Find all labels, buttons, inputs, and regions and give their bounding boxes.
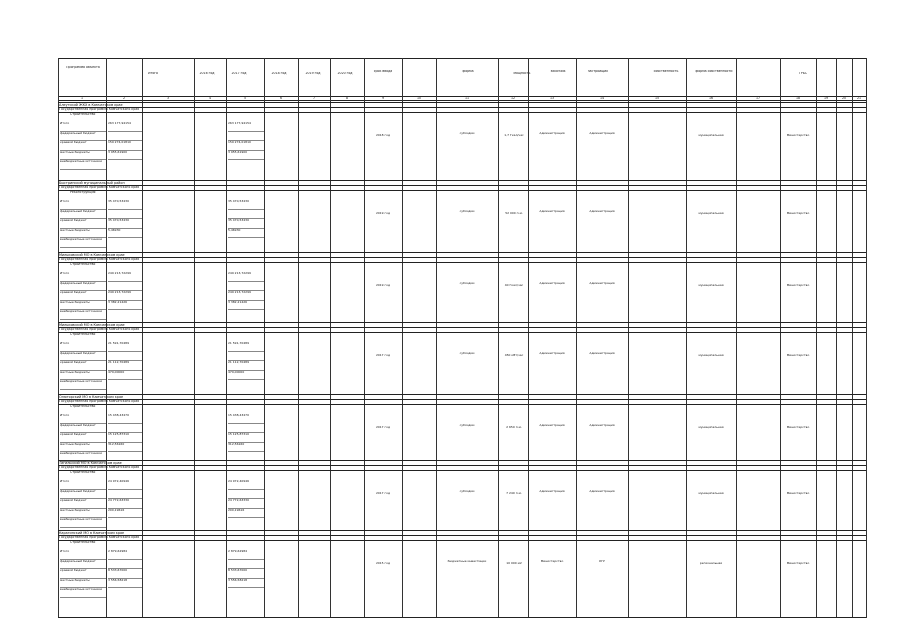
bottom-line: [58, 617, 866, 618]
finance-label: Итого: [60, 480, 106, 490]
finance-value: 21 112,70489: [228, 361, 264, 371]
finance-value: 263 177,94154: [228, 122, 264, 132]
finance-label: Итого: [60, 550, 106, 560]
capacity-cell: 2 650 п.м.: [506, 426, 522, 429]
column-number: 5: [243, 96, 247, 100]
finance-value: 15 438,43470: [228, 414, 264, 424]
finance-value: [228, 282, 264, 292]
finance-value: 35 470,53430: [228, 200, 264, 210]
finance-value: 2 879,62984: [228, 550, 264, 560]
finance-value: 24 972,40946: [108, 480, 142, 490]
finance-label: Итого: [60, 342, 106, 352]
finance-labels: [60, 480, 106, 528]
finance-label: внебюджетные источники: [60, 238, 106, 248]
object-name: Строительство: [70, 540, 96, 544]
finance-label: федеральный бюджет: [60, 424, 106, 434]
ownership-cell: муниципальная: [698, 284, 724, 287]
column-number: 3: [166, 96, 170, 100]
finance-value: 35 470,53430: [228, 219, 264, 229]
capacity-cell: 7 240 п.м.: [506, 492, 522, 495]
colnum-line: [58, 100, 866, 101]
ownership-cell: муниципальная: [698, 212, 724, 215]
column-number: 12: [510, 96, 516, 100]
capacity-cell: 10 000 м2: [506, 562, 522, 565]
form-cell: бюджетные инвестиции: [447, 560, 487, 563]
customer-cell: Администрация: [539, 132, 565, 135]
finance-value: [108, 210, 142, 220]
finance-value: 24 772,63330: [108, 499, 142, 509]
finance-value: [108, 352, 142, 362]
finance-label: местные бюджеты: [60, 443, 106, 453]
customer-cell: Администрация: [539, 424, 565, 427]
finance-value: 263 177,94154: [108, 122, 142, 132]
column-number: 11: [464, 96, 470, 100]
finance-label: федеральный бюджет: [60, 352, 106, 362]
finance-label: федеральный бюджет: [60, 490, 106, 500]
finance-value: 200,19616: [228, 509, 264, 519]
finance-totals: [108, 414, 142, 452]
finance-label: краевой бюджет: [60, 291, 106, 301]
column-number: 1: [80, 96, 84, 100]
finance-label: краевой бюджет: [60, 361, 106, 371]
finance-label: Итого: [60, 272, 106, 282]
builder-cell: Администрация: [589, 490, 615, 493]
finance-value: 5,46930: [108, 229, 142, 239]
section-title: Алеутский ЖКХ в Камчатском крае: [59, 102, 123, 107]
finance-value: [108, 282, 142, 292]
program-title: Государственная программа Камчатского края: [59, 465, 140, 469]
builder-cell: Администрация: [589, 282, 615, 285]
capacity-cell: 52 000 п.м.: [505, 212, 523, 215]
finance-totals: [108, 200, 142, 238]
finance-value: 24 772,63330: [228, 499, 264, 509]
column-number: 8: [345, 96, 349, 100]
object-name: Строительство: [70, 404, 96, 408]
header-col5: 2018 год: [271, 72, 287, 75]
deadline-cell: 2017 год: [375, 492, 391, 495]
finance-value: 8 533,67000: [228, 569, 264, 579]
customer-cell: Администрация: [539, 352, 565, 355]
finance-totals: [108, 272, 142, 310]
header-col6: 2019 год: [305, 72, 321, 75]
form-cell: субсидии: [459, 424, 475, 427]
finance-label: внебюджетные источники: [60, 160, 106, 170]
grbs-cell: Министерство: [786, 212, 810, 215]
finance-value: [228, 132, 264, 142]
builder-cell: Администрация: [589, 210, 615, 213]
finance-label: внебюджетные источники: [60, 452, 106, 462]
column-number: 17: [755, 96, 761, 100]
finance-label: краевой бюджет: [60, 433, 106, 443]
finance-label: местные бюджеты: [60, 509, 106, 519]
finance-value: [108, 424, 142, 434]
program-title: Государственная программа Камчатского края: [59, 399, 140, 403]
header-top-line: [58, 58, 866, 59]
finance-value: 200,19616: [108, 509, 142, 519]
column-number: 21: [856, 96, 862, 100]
column-number: 6: [279, 96, 283, 100]
finance-year-values: [228, 342, 264, 380]
finance-label: местные бюджеты: [60, 151, 106, 161]
section-title: Карагинский МО в Камчатском крае: [59, 530, 125, 535]
column-number: 2: [122, 96, 126, 100]
finance-value: 159 274,01810: [228, 141, 264, 151]
finance-value: 21 591,70489: [108, 342, 142, 352]
finance-totals: [108, 342, 142, 380]
finance-value: [228, 424, 264, 434]
deadline-cell: 2015 год: [375, 562, 391, 565]
finance-value: 3 955,61900: [108, 151, 142, 161]
form-cell: субсидии: [459, 352, 475, 355]
finance-value: 15 125,87310: [108, 433, 142, 443]
finance-value: 21 591,70489: [228, 342, 264, 352]
deadline-cell: 2018 год: [375, 134, 391, 137]
builder-cell: Администрация: [589, 132, 615, 135]
header-col10: мощность: [513, 72, 531, 75]
finance-value: 3 382,21426: [228, 301, 264, 311]
finance-label: местные бюджеты: [60, 579, 106, 589]
ownership-cell: региональная: [699, 562, 723, 565]
finance-value: [228, 490, 264, 500]
object-name: Строительство: [70, 112, 96, 116]
finance-value: [228, 352, 264, 362]
header-col15: ГРБС: [798, 72, 808, 75]
finance-label: внебюджетные источники: [60, 588, 106, 598]
deadline-cell: 2017 год: [375, 354, 391, 357]
finance-label: краевой бюджет: [60, 141, 106, 151]
customer-cell: Администрация: [539, 282, 565, 285]
program-title: Государственная программа Камчатского края: [59, 257, 140, 261]
capacity-cell: 40 Гкал/час: [504, 284, 524, 287]
column-number: 13: [549, 96, 555, 100]
column-number: 15: [654, 96, 660, 100]
program-title: Государственная программа Камчатского края: [59, 185, 140, 189]
finance-label: краевой бюджет: [60, 219, 106, 229]
header-col1: Программа объекта: [66, 66, 100, 69]
column-number: 19: [823, 96, 829, 100]
capacity-cell: 450 кВт/час: [504, 354, 524, 357]
finance-value: 8 533,67000: [108, 569, 142, 579]
column-number: 7: [312, 96, 316, 100]
grbs-cell: Министерство: [786, 492, 810, 495]
header-col14: форма собственности: [695, 70, 733, 73]
finance-value: 3 556,58218: [228, 579, 264, 589]
finance-value: 249 213,72299: [108, 291, 142, 301]
header-col4: 2017 год: [231, 72, 247, 75]
builder-cell: КГУ: [599, 560, 605, 563]
finance-label: внебюджетные источники: [60, 310, 106, 320]
column-number: 14: [599, 96, 605, 100]
program-title: Государственная программа Камчатского края: [59, 327, 140, 331]
program-title: Государственная программа Камчатского края: [59, 535, 140, 539]
customer-cell: Администрация: [539, 210, 565, 213]
grbs-cell: Министерство: [786, 354, 810, 357]
header-col9: форма: [462, 70, 474, 73]
header-col2: Итого: [148, 72, 158, 75]
finance-value: [228, 560, 264, 570]
finance-year-values: [228, 550, 264, 588]
column-number: 16: [708, 96, 714, 100]
section-title: Быстринский муниципальный район: [59, 180, 125, 185]
finance-value: 312,56160: [228, 443, 264, 453]
capacity-cell: 1,7 Гкал/час: [504, 134, 524, 137]
document-sheet: [58, 58, 866, 618]
finance-value: 249 213,72299: [228, 272, 264, 282]
column-number: 10: [416, 96, 422, 100]
form-cell: субсидии: [459, 210, 475, 213]
column-number: 18: [795, 96, 801, 100]
header-col13: собственность: [653, 70, 679, 73]
deadline-cell: 2019 год: [375, 284, 391, 287]
finance-value: 159 274,01810: [108, 141, 142, 151]
finance-value: 5,46930: [228, 229, 264, 239]
object-name: Строительство: [70, 262, 96, 266]
header-col12: застройщик: [587, 70, 609, 73]
grbs-cell: Министерство: [786, 284, 810, 287]
column-number: 4: [208, 96, 212, 100]
column-number: 20: [841, 96, 847, 100]
finance-labels: [60, 272, 106, 320]
finance-label: Итого: [60, 200, 106, 210]
form-cell: субсидии: [459, 490, 475, 493]
finance-labels: [60, 200, 106, 248]
finance-totals: [108, 550, 142, 588]
finance-year-values: [228, 414, 264, 452]
finance-label: Итого: [60, 414, 106, 424]
object-name: Строительство: [70, 332, 96, 336]
grbs-cell: Министерство: [786, 426, 810, 429]
finance-totals: [108, 480, 142, 518]
finance-label: краевой бюджет: [60, 569, 106, 579]
grbs-cell: Министерство: [786, 562, 810, 565]
grbs-cell: Министерство: [786, 134, 810, 137]
ownership-cell: муниципальная: [698, 492, 724, 495]
program-title: Государственная программа Камчатского края: [59, 107, 140, 111]
finance-value: 3 382,21426: [108, 301, 142, 311]
finance-year-values: [228, 122, 264, 160]
finance-value: 21 112,70489: [108, 361, 142, 371]
customer-cell: Администрация: [539, 490, 565, 493]
form-cell: субсидии: [459, 132, 475, 135]
section-title: Тигильский МО в Камчатском крае: [59, 460, 122, 465]
finance-value: 479,00000: [228, 371, 264, 381]
finance-value: 35 470,53430: [108, 219, 142, 229]
finance-totals: [108, 122, 142, 160]
finance-value: 3 955,61900: [228, 151, 264, 161]
finance-label: местные бюджеты: [60, 301, 106, 311]
finance-value: 249 213,72299: [108, 272, 142, 282]
section-title: Олюторский МО в Камчатском крае: [59, 394, 124, 399]
grid-vline: [866, 58, 867, 618]
finance-labels: [60, 550, 106, 598]
finance-year-values: [228, 480, 264, 518]
ownership-cell: муниципальная: [698, 426, 724, 429]
finance-year-values: [228, 272, 264, 310]
finance-label: местные бюджеты: [60, 371, 106, 381]
finance-value: 35 470,53430: [108, 200, 142, 210]
customer-cell: Министерство: [540, 560, 564, 563]
header-col11: заказчик: [550, 70, 566, 73]
finance-label: местные бюджеты: [60, 229, 106, 239]
object-name: Реконструкция: [70, 190, 96, 194]
finance-value: 15 125,87310: [228, 433, 264, 443]
deadline-cell: 2019 год: [375, 212, 391, 215]
finance-labels: [60, 342, 106, 390]
finance-value: [108, 560, 142, 570]
finance-value: 312,56160: [108, 443, 142, 453]
finance-labels: [60, 414, 106, 462]
finance-label: Итого: [60, 122, 106, 132]
header-col8: срок ввода: [373, 70, 393, 73]
finance-value: 2 879,62984: [108, 550, 142, 560]
deadline-cell: 2017 год: [375, 426, 391, 429]
header-col7: 2020 год: [337, 72, 353, 75]
builder-cell: Администрация: [589, 352, 615, 355]
finance-label: федеральный бюджет: [60, 210, 106, 220]
finance-value: 24 972,40946: [228, 480, 264, 490]
finance-value: 3 556,58218: [108, 579, 142, 589]
finance-label: федеральный бюджет: [60, 282, 106, 292]
header-col3: 2016 год: [199, 72, 215, 75]
column-number: 9: [381, 96, 385, 100]
finance-year-values: [228, 200, 264, 238]
finance-value: [228, 210, 264, 220]
finance-value: [108, 490, 142, 500]
finance-value: [108, 132, 142, 142]
finance-value: 15 438,43470: [108, 414, 142, 424]
ownership-cell: муниципальная: [698, 354, 724, 357]
finance-label: федеральный бюджет: [60, 560, 106, 570]
ownership-cell: муниципальная: [698, 134, 724, 137]
section-title: Мильковский МО в Камчатском крае: [59, 252, 125, 257]
finance-labels: [60, 122, 106, 170]
section-title: Мильковский МО в Камчатском крае: [59, 322, 125, 327]
finance-value: 479,00000: [108, 371, 142, 381]
finance-value: 249 213,72299: [228, 291, 264, 301]
object-name: Строительство: [70, 470, 96, 474]
finance-label: внебюджетные источники: [60, 380, 106, 390]
builder-cell: Администрация: [589, 424, 615, 427]
finance-label: федеральный бюджет: [60, 132, 106, 142]
form-cell: субсидии: [459, 282, 475, 285]
finance-label: внебюджетные источники: [60, 518, 106, 528]
finance-label: краевой бюджет: [60, 499, 106, 509]
